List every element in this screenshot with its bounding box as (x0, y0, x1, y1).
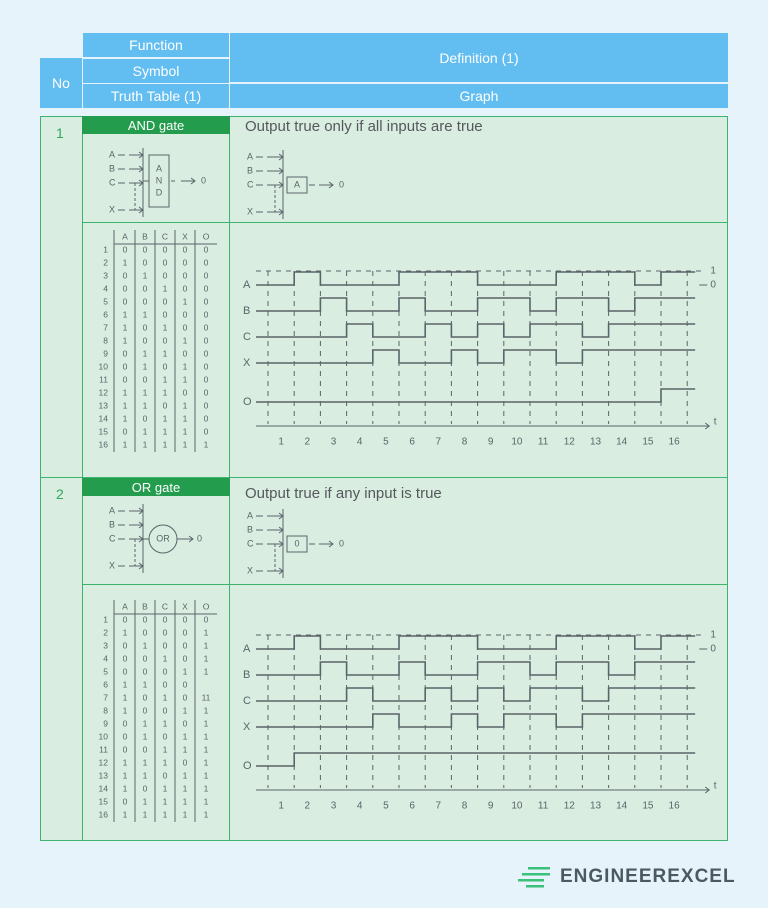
tt-cell: 0 (122, 283, 128, 294)
tt-header-c: C (161, 231, 169, 242)
tt-header-o: O (202, 601, 210, 612)
tt-cell: 1 (122, 439, 128, 450)
section-2-definition: Output true if any input is true (245, 485, 442, 502)
tt-cell: 0 (122, 348, 128, 359)
tt-cell: 0 (203, 361, 209, 372)
tt-header-c: C (161, 601, 169, 612)
symbol-input-x: X (109, 560, 116, 571)
tt-cell: 0 (182, 348, 188, 359)
section-2-number: 2 (56, 486, 64, 502)
tt-cell: 1 (182, 361, 188, 372)
tt-cell: 1 (142, 718, 148, 729)
tt-cell: 0 (182, 679, 188, 690)
tt-cell: 1 (122, 809, 128, 820)
header-definition-label: Definition (1) (439, 49, 519, 66)
tt-row-number: 16 (98, 809, 108, 820)
tt-row-number: 1 (103, 244, 108, 255)
tt-row-number: 15 (98, 796, 108, 807)
tt-row-number: 14 (98, 783, 108, 794)
def-input-a: A (247, 151, 254, 162)
tt-cell: 0 (203, 426, 209, 437)
tt-cell: 1 (142, 731, 148, 742)
tt-cell: 1 (122, 413, 128, 424)
time-axis (256, 787, 709, 793)
header-truth-table-label: Truth Table (1) (110, 88, 202, 104)
tt-cell: 1 (122, 309, 128, 320)
tt-row-number: 4 (103, 653, 108, 664)
tt-cell: 0 (142, 744, 148, 755)
tt-cell: 0 (142, 705, 148, 716)
section-1-gate-name: AND gate (82, 116, 230, 134)
tt-cell: 1 (162, 348, 168, 359)
tt-cell: 1 (203, 627, 209, 638)
def-input-c: C (247, 538, 254, 549)
tt-cell: 0 (142, 374, 148, 385)
tt-cell: 11 (201, 692, 211, 703)
tt-cell: 0 (162, 309, 168, 320)
tt-row-number: 2 (103, 257, 108, 268)
tt-row-number: 10 (98, 731, 108, 742)
tt-cell: 0 (162, 244, 168, 255)
time-tick-8: 8 (461, 800, 468, 812)
tt-header-b: B (142, 601, 148, 612)
tt-cell: 0 (122, 731, 128, 742)
tt-cell: 0 (203, 348, 209, 359)
time-tick-14: 14 (616, 436, 628, 448)
tt-header-x: X (182, 601, 188, 612)
tt-cell: 0 (182, 614, 188, 625)
time-tick-15: 15 (642, 800, 654, 812)
level-high-label: 1 (710, 629, 716, 641)
def-gate-label: 0 (294, 538, 300, 549)
tt-cell: 1 (182, 439, 188, 450)
tt-cell: 0 (203, 322, 209, 333)
level-low-label: 0 (710, 279, 716, 291)
tt-cell: 0 (122, 296, 128, 307)
tt-cell: 1 (122, 322, 128, 333)
tt-cell: 1 (122, 705, 128, 716)
tt-cell: 0 (122, 244, 128, 255)
signal-label-o: O (243, 759, 252, 772)
tt-cell: 1 (162, 783, 168, 794)
tt-cell: 0 (142, 614, 148, 625)
time-axis-label: t (713, 416, 717, 428)
tt-cell: 1 (203, 796, 209, 807)
tt-cell: 0 (182, 270, 188, 281)
waveform-x (256, 714, 695, 727)
tt-header-b: B (142, 231, 148, 242)
tt-cell: 1 (122, 783, 128, 794)
time-tick-3: 3 (330, 800, 337, 812)
tt-cell: 1 (142, 679, 148, 690)
tt-row-number: 11 (99, 374, 108, 385)
time-tick-11: 11 (537, 800, 549, 812)
tt-cell: 1 (162, 439, 168, 450)
tt-cell: 0 (122, 718, 128, 729)
tt-cell: 1 (122, 335, 128, 346)
tt-cell: 0 (162, 640, 168, 651)
tt-cell: 0 (182, 387, 188, 398)
time-tick-6: 6 (409, 436, 415, 448)
tt-row-number: 8 (103, 335, 108, 346)
tt-header-a: A (122, 601, 128, 612)
tt-cell: 1 (203, 666, 209, 677)
waveform-a (256, 636, 695, 649)
tt-cell: 0 (162, 296, 168, 307)
tt-cell: 1 (162, 426, 168, 437)
symbol-input-a: A (109, 149, 116, 160)
tt-cell: 0 (122, 374, 128, 385)
tt-cell: 1 (142, 348, 148, 359)
waveform-c (256, 688, 695, 701)
tt-cell: 1 (162, 692, 168, 703)
tt-cell: 1 (203, 744, 209, 755)
time-tick-13: 13 (589, 800, 602, 812)
tt-cell: 1 (182, 413, 188, 424)
tt-header-a: A (122, 231, 128, 242)
waveform-b (256, 662, 695, 675)
tt-cell: 0 (162, 705, 168, 716)
tt-cell: 1 (203, 653, 209, 664)
tt-cell: 0 (203, 283, 209, 294)
tt-row-number: 13 (98, 770, 108, 781)
tt-cell: 0 (162, 400, 168, 411)
tt-cell: 1 (182, 374, 188, 385)
tt-cell: 0 (142, 322, 148, 333)
tt-cell: 1 (142, 426, 148, 437)
signal-label-a: A (243, 642, 251, 655)
tt-cell: 1 (162, 796, 168, 807)
tt-cell: 0 (203, 413, 209, 424)
tt-cell: 1 (142, 361, 148, 372)
symbol-input-b: B (109, 163, 116, 174)
header-symbol-label: Symbol (132, 63, 180, 79)
level-high-label: 1 (710, 265, 716, 277)
tt-header-x: X (182, 231, 188, 242)
tt-row-number: 12 (98, 387, 108, 398)
brand-name: ENGINEEREXCEL (560, 866, 736, 887)
tt-cell: 1 (142, 309, 148, 320)
tt-cell: 1 (162, 387, 168, 398)
tt-cell: 1 (142, 439, 148, 450)
tt-cell: 1 (162, 757, 168, 768)
def-input-x: X (247, 206, 254, 217)
tt-cell: 1 (142, 796, 148, 807)
tt-cell: 0 (162, 614, 168, 625)
tt-cell: 0 (203, 244, 209, 255)
tt-row-number: 10 (98, 361, 108, 372)
tt-cell: 1 (203, 770, 209, 781)
time-tick-9: 9 (487, 800, 494, 812)
tt-row-number: 12 (98, 757, 108, 768)
time-tick-1: 1 (278, 436, 284, 448)
symbol-output-label: 0 (201, 175, 207, 186)
tt-cell: 0 (142, 335, 148, 346)
signal-label-c: C (243, 330, 251, 343)
tt-cell: 1 (162, 653, 168, 664)
tt-cell: 1 (142, 770, 148, 781)
tt-cell: 0 (182, 627, 188, 638)
tt-cell: 1 (142, 809, 148, 820)
tt-cell: 0 (142, 627, 148, 638)
tt-cell: 1 (182, 426, 188, 437)
tt-cell: 0 (142, 244, 148, 255)
tt-cell: 0 (203, 614, 209, 625)
tt-row-number: 11 (99, 744, 108, 755)
symbol-input-x: X (109, 204, 116, 215)
signal-label-b: B (243, 304, 251, 317)
time-tick-10: 10 (511, 800, 523, 812)
tt-row-number: 3 (103, 640, 108, 651)
tt-cell: 0 (122, 270, 128, 281)
symbol-output-label: 0 (197, 533, 203, 544)
tt-cell: 0 (122, 361, 128, 372)
tt-cell: 1 (203, 809, 209, 820)
time-tick-1: 1 (278, 800, 284, 812)
tt-cell: 1 (203, 718, 209, 729)
tt-cell: 0 (122, 640, 128, 651)
time-tick-7: 7 (435, 436, 442, 448)
tt-cell: 0 (182, 322, 188, 333)
header-graph-label: Graph (459, 88, 499, 104)
tt-row-number: 5 (103, 666, 108, 677)
tt-cell: 0 (122, 653, 128, 664)
time-tick-12: 12 (563, 800, 575, 812)
tt-cell: 0 (182, 283, 188, 294)
section-1-definition: Output true only if all inputs are true (245, 118, 483, 135)
tt-row-number: 5 (103, 296, 108, 307)
tt-cell: 0 (162, 270, 168, 281)
tt-cell: 1 (182, 783, 188, 794)
time-tick-2: 2 (304, 800, 311, 812)
time-tick-16: 16 (668, 436, 680, 448)
tt-cell: 1 (122, 257, 128, 268)
def-input-c: C (247, 179, 254, 190)
tt-row-number: 2 (103, 627, 108, 638)
tt-cell: 1 (162, 374, 168, 385)
brand-logo (518, 866, 736, 888)
tt-cell: 0 (142, 257, 148, 268)
time-tick-10: 10 (511, 436, 523, 448)
tt-cell: 1 (162, 718, 168, 729)
tt-row-number: 1 (103, 614, 108, 625)
def-input-b: B (247, 524, 254, 535)
time-tick-3: 3 (330, 436, 337, 448)
signal-label-c: C (243, 694, 251, 707)
tt-cell: 0 (162, 770, 168, 781)
tt-cell: 0 (122, 744, 128, 755)
tt-row-number: 6 (103, 679, 108, 690)
time-tick-4: 4 (356, 436, 363, 448)
def-input-b: B (247, 165, 254, 176)
tt-cell: 1 (142, 387, 148, 398)
tt-cell: 1 (203, 439, 209, 450)
waveform-o (256, 753, 695, 766)
tt-cell: 0 (142, 666, 148, 677)
tt-cell: 1 (203, 640, 209, 651)
and-gate-letter: D (155, 187, 163, 198)
time-tick-13: 13 (589, 436, 602, 448)
symbol-input-a: A (109, 505, 116, 516)
def-output-label: 0 (339, 179, 345, 190)
header-no-label: No (52, 75, 70, 91)
tt-cell: 1 (182, 770, 188, 781)
tt-row-number: 3 (103, 270, 108, 281)
tt-cell: 1 (122, 400, 128, 411)
tt-cell: 1 (182, 400, 188, 411)
tt-cell: 1 (182, 744, 188, 755)
time-tick-7: 7 (435, 800, 442, 812)
time-tick-6: 6 (409, 800, 415, 812)
time-tick-16: 16 (668, 800, 680, 812)
symbol-input-b: B (109, 519, 116, 530)
tt-cell: 1 (122, 627, 128, 638)
tt-cell: 0 (142, 783, 148, 794)
tt-cell: 0 (182, 257, 188, 268)
time-axis-label: t (713, 780, 717, 792)
def-input-a: A (247, 510, 254, 521)
tt-header-o: O (202, 231, 210, 242)
tt-cell: 0 (122, 426, 128, 437)
tt-cell: 1 (203, 757, 209, 768)
tt-cell: 1 (122, 692, 128, 703)
or-gate-label: OR (156, 533, 170, 544)
tt-cell: 0 (122, 614, 128, 625)
tt-cell: 0 (203, 309, 209, 320)
level-low-label: 0 (710, 643, 716, 655)
signal-label-x: X (243, 720, 251, 733)
tt-cell: 0 (142, 283, 148, 294)
def-gate-label: A (293, 179, 301, 190)
tt-cell: 0 (122, 666, 128, 677)
tt-cell: 0 (162, 335, 168, 346)
symbol-input-c: C (109, 177, 116, 188)
tt-row-number: 4 (103, 283, 108, 294)
tt-cell: 0 (162, 666, 168, 677)
time-tick-12: 12 (563, 436, 575, 448)
and-gate-letter: N (155, 175, 163, 186)
tt-cell: 1 (142, 400, 148, 411)
tt-cell: 1 (142, 640, 148, 651)
tt-row-number: 9 (103, 348, 108, 359)
tt-cell: 0 (162, 361, 168, 372)
tt-cell: 0 (203, 257, 209, 268)
tt-cell: 1 (203, 705, 209, 716)
tt-cell: 0 (142, 413, 148, 424)
tt-cell: 0 (203, 270, 209, 281)
tt-row-number: 6 (103, 309, 108, 320)
tt-cell: 0 (203, 387, 209, 398)
tt-cell: 0 (122, 796, 128, 807)
tt-cell: 0 (203, 296, 209, 307)
tt-row-number: 8 (103, 705, 108, 716)
tt-cell: 1 (142, 757, 148, 768)
def-output-label: 0 (339, 538, 345, 549)
tt-cell: 0 (203, 400, 209, 411)
tt-row-number: 14 (98, 413, 108, 424)
tt-cell: 1 (162, 322, 168, 333)
tt-cell: 0 (182, 244, 188, 255)
tt-row-number: 7 (103, 322, 108, 333)
signal-label-x: X (243, 356, 251, 369)
tt-cell: 0 (182, 718, 188, 729)
tt-cell: 1 (203, 783, 209, 794)
tt-cell: 0 (182, 757, 188, 768)
def-input-x: X (247, 565, 254, 576)
tt-cell: 0 (142, 653, 148, 664)
tt-cell: 0 (203, 374, 209, 385)
and-gate-letter: A (155, 163, 163, 174)
stripes-logo-icon (518, 867, 552, 887)
tt-row-number: 7 (103, 692, 108, 703)
tt-cell: 0 (182, 640, 188, 651)
tt-cell: 1 (182, 335, 188, 346)
tt-row-number: 15 (98, 426, 108, 437)
tt-row-number: 16 (98, 439, 108, 450)
tt-row-number: 13 (98, 400, 108, 411)
tt-cell: 1 (122, 757, 128, 768)
time-tick-15: 15 (642, 436, 654, 448)
tt-cell: 1 (182, 731, 188, 742)
signal-label-b: B (243, 668, 251, 681)
tt-row-number: 9 (103, 718, 108, 729)
signal-label-o: O (243, 395, 252, 408)
tt-cell: 1 (122, 770, 128, 781)
tt-cell: 0 (162, 257, 168, 268)
tt-cell: 1 (162, 744, 168, 755)
time-tick-9: 9 (487, 436, 494, 448)
signal-label-a: A (243, 278, 251, 291)
tt-cell: 1 (182, 796, 188, 807)
time-tick-8: 8 (461, 436, 468, 448)
tt-cell: 0 (142, 692, 148, 703)
tt-cell: 1 (162, 283, 168, 294)
header-function-label: Function (129, 37, 183, 53)
time-tick-5: 5 (383, 436, 389, 448)
section-1-number: 1 (56, 125, 64, 141)
tt-cell: 1 (122, 679, 128, 690)
tt-cell: 1 (182, 296, 188, 307)
time-tick-5: 5 (383, 800, 389, 812)
tt-cell: 0 (182, 692, 188, 703)
tt-cell: 0 (203, 335, 209, 346)
tt-cell: 1 (182, 666, 188, 677)
tt-cell: 1 (182, 705, 188, 716)
time-tick-2: 2 (304, 436, 311, 448)
symbol-input-c: C (109, 533, 116, 544)
tt-cell: 1 (182, 809, 188, 820)
time-tick-4: 4 (356, 800, 363, 812)
tt-cell: 1 (142, 270, 148, 281)
tt-cell: 1 (162, 809, 168, 820)
tt-cell: 0 (162, 731, 168, 742)
time-tick-11: 11 (537, 436, 549, 448)
section-2-gate-name: OR gate (82, 478, 230, 496)
tt-cell: 0 (142, 296, 148, 307)
tt-cell: 0 (162, 627, 168, 638)
tt-cell: 1 (203, 731, 209, 742)
time-tick-14: 14 (616, 800, 628, 812)
tt-cell: 0 (162, 679, 168, 690)
tt-cell: 0 (182, 309, 188, 320)
tt-cell: 1 (122, 387, 128, 398)
tt-cell: 1 (162, 413, 168, 424)
tt-cell: 0 (182, 653, 188, 664)
